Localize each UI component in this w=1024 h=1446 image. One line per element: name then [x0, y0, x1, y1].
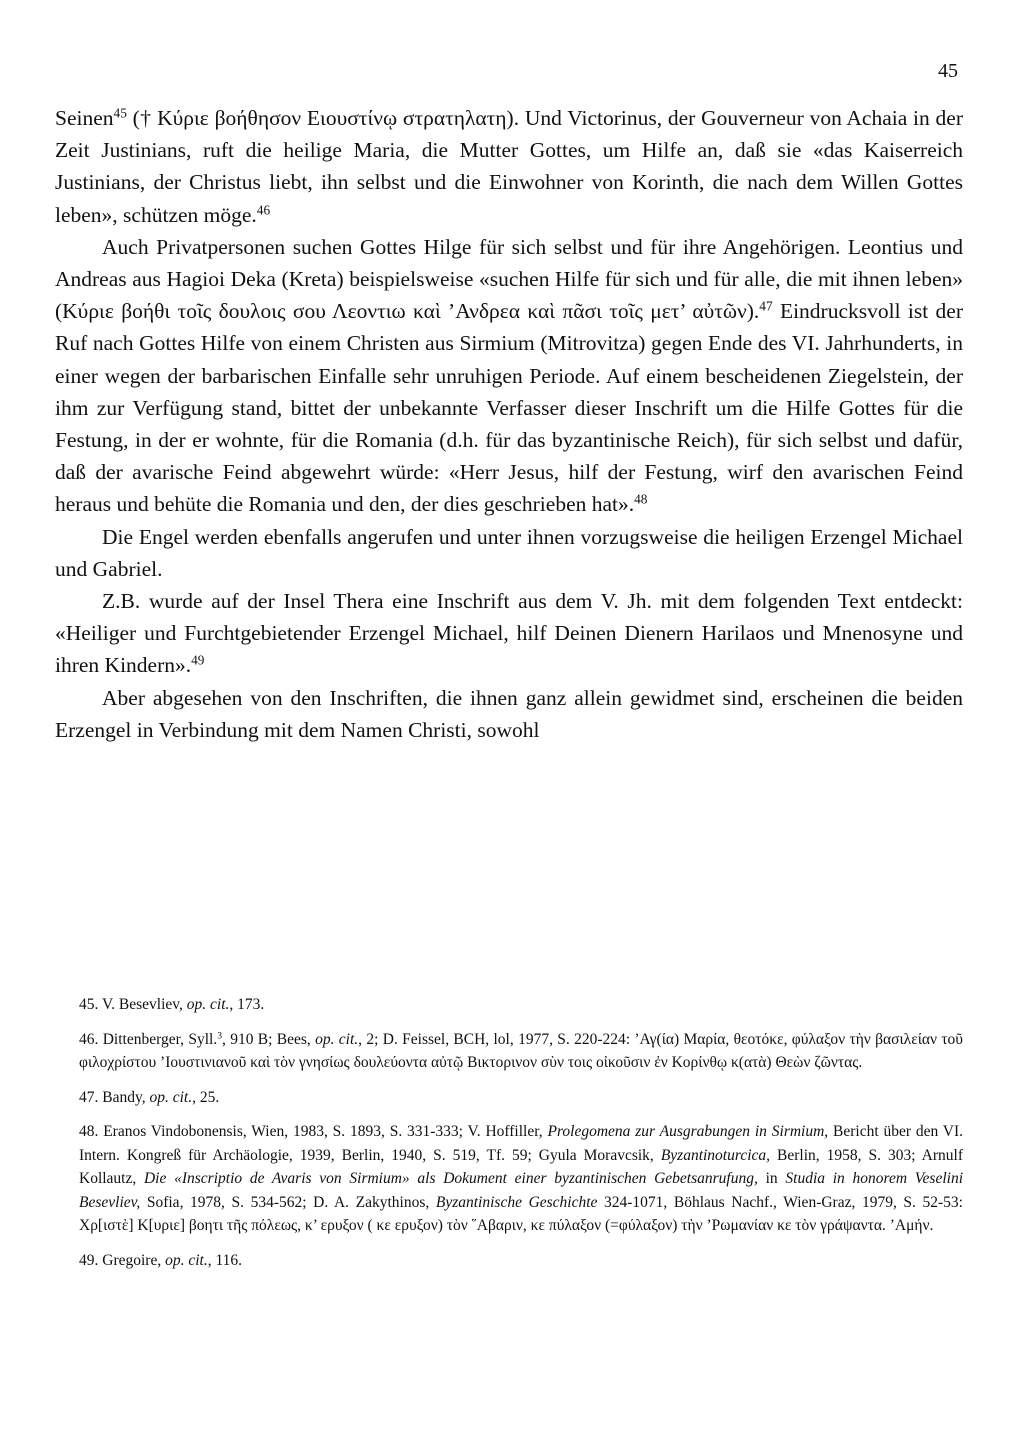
footnote: [79, 1028, 963, 1075]
text-run: Z.B. wurde auf der Insel Thera eine Inschrift aus dem V. Jh. mit dem folgenden Text entdeckt: «Heiliger und Furchtgebietender Erzengel Michael, hilf Deinen Dienern Harilaos und Mnenosyne und ihren Kindern».: [55, 589, 963, 678]
footnote-reference: 47: [759, 298, 773, 314]
text-run: , 173.: [229, 996, 265, 1013]
text-run: Bericht über den VI. Intern. Kongreß für Archäologie, 1939, Berlin, 1940, S. 519, Tf. 59; Gyula Moravcsik,: [79, 1123, 964, 1164]
italic-text: Prolegomena zur Ausgrabungen in Sirmium,: [547, 1123, 829, 1140]
footnote-reference: 49: [191, 653, 205, 669]
text-run: 47. Bandy,: [79, 1088, 150, 1106]
footnote: [79, 1086, 963, 1110]
body-paragraph: [55, 682, 963, 746]
text-run: 48. Eranos Vindobonensis, Wien, 1983, S. 1893, S. 331-333; V. Hoffiller,: [79, 1123, 548, 1140]
italic-text: op. cit.: [315, 1030, 359, 1048]
text-run: , 25.: [192, 1088, 220, 1106]
body-paragraph: [55, 231, 963, 521]
italic-text: Studia in honorem Veselini Besevliev,: [79, 1170, 963, 1211]
text-run: Seinen: [55, 106, 114, 130]
text-run: († Κύριε βοήθησον Ειουστίνῳ στρατηλατη). Und Victorinus, der Gouverneur von Achaia in der Zeit Justinians, ruft die heilige Maria, die Mutter Gottes, um Hilfe an, daß sie «das Kaiserreich Justinians, der Christus liebt, ihn selbst und die Einwohner von Korinth, die nach dem Willen Gottes leben», schützen möge.: [55, 106, 963, 227]
body-paragraph: [55, 521, 963, 585]
body-paragraph: [55, 585, 963, 682]
italic-text: Byzantinische Geschichte: [435, 1193, 598, 1211]
text-run: , 116.: [207, 1251, 243, 1269]
footnotes: [79, 993, 963, 1283]
footnote-reference: 46: [256, 202, 271, 218]
text-run: in: [757, 1170, 786, 1187]
footnote: [79, 993, 963, 1017]
italic-text: op. cit.: [186, 996, 230, 1013]
page-number: 45: [938, 60, 958, 82]
text-run: Auch Privatpersonen suchen Gottes Hilge für sich selbst und für ihre Angehörigen. Leontius und Andreas aus Hagioi Deka (Kreta) beispielsweise «suchen Hilfe für sich und für alle, die mit ihnen leben» (Κύριε βοήθι τοῖς δουλοις σου Λεοντιω καὶ ’Ανδρεα καὶ πᾶσι τοῖς μετ’ αὐτῶν).: [55, 234, 963, 324]
footnote-reference: 3: [217, 1030, 222, 1042]
footnote-reference: 48: [634, 492, 648, 508]
text-run: Sofia, 1978, S. 534-562; D. A. Zakythinos,: [140, 1193, 436, 1211]
text-run: 45. V. Besevliev,: [79, 996, 187, 1013]
body-text: [55, 102, 963, 746]
text-run: , 2; D. Feissel, BCH, lol, 1977, S. 220-224: ’Αγ(ία) Μαρία, θεοτόκε, φύλαξον τὴν βασιλείαν τοῦ φιλοχρίστου ’Ιουστινιανοῦ καὶ τὸν γνησίως δουλεύοντα αὐτῷ Βικτορινον σὺν τοις οἰκοῦσιν ἐν Κορίνθῳ κ(ατὰ) Θεὼν ζῶντας.: [79, 1030, 963, 1071]
text-run: , 910 B; Bees,: [222, 1030, 316, 1048]
italic-text: op. cit.: [149, 1088, 193, 1106]
text-run: Berlin, 1958, S. 303; Arnulf Kollautz,: [79, 1146, 963, 1187]
text-run: Aber abgesehen von den Inschriften, die ihnen ganz allein gewidmet sind, erscheinen die beiden Erzengel in Verbindung mit dem Namen Christi, sowohl: [55, 685, 963, 742]
text-run: 46. Dittenberger, Syll.: [79, 1030, 218, 1048]
footnote: [79, 1249, 963, 1273]
footnote-reference: 45: [113, 105, 127, 121]
text-run: Die Engel werden ebenfalls angerufen und unter ihnen vorzugsweise die heiligen Erzengel Michael und Gabriel.: [55, 524, 963, 581]
text-run: Eindrucksvoll ist der Ruf nach Gottes Hilfe von einem Christen aus Sirmium (Mitrovitza) gegen Ende des VI. Jahrhunderts, in einer wegen der barbarischen Einfalle sehr unruhigen Periode. Auf einem bescheidenen Ziegelstein, der ihm zur Verfügung stand, bittet der unbekannte Verfasser dieser Inschrift um die Hilfe Gottes für die Festung, in der er wohnte, für die Romania (d.h. für das byzantinische Reich), für sich selbst und dafür, daß der avarische Feind abgewehrt würde: «Herr Jesus, hilf der Festung, wirf den avarischen Feind heraus und behüte die Romania und den, der dies geschrieben hat».: [55, 299, 963, 517]
body-paragraph: [55, 102, 963, 231]
italic-text: op. cit.: [165, 1251, 208, 1269]
italic-text: Byzantinoturcica,: [660, 1146, 771, 1164]
text-run: 324-1071, Böhlaus Nachf., Wien-Graz, 1979, S. 52-53: Χρ[ιστὲ] Κ[υριε] βοητι τῆς πόλεως, κ’ ερυξον ( κε ερυξον) τὸν ῞Αβαριν, κε πύλαξον (=φύλαξον) τὴν ’Ρωμανίαν κε τὸν γράψαντα. ’Αμήν.: [79, 1193, 963, 1234]
text-run: 49. Gregoire,: [79, 1251, 166, 1269]
footnote: [79, 1120, 963, 1238]
italic-text: Die «Inscriptio de Avaris von Sirmium» als Dokument einer byzantinischen Gebetsanrufung,: [143, 1170, 758, 1187]
